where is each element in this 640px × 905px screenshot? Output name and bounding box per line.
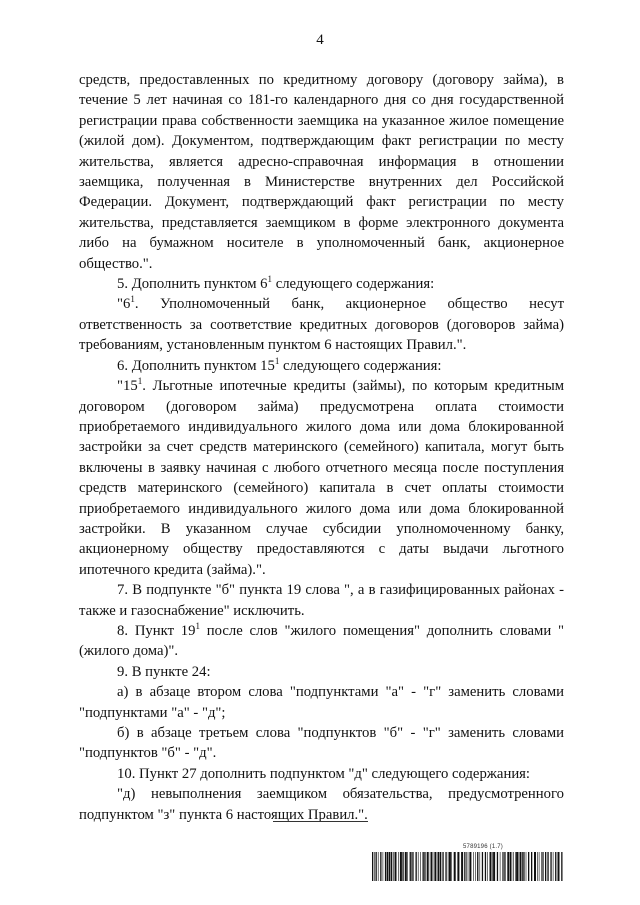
paragraph-item-8: 8. Пункт $19^1$ после слов "жилого помещения" дополнить словами "(жилого дома)". <box>79 620 564 660</box>
paragraph-item-9: 9. В пункте 24: <box>117 663 211 680</box>
barcode-image <box>372 852 563 881</box>
page-number: 4 <box>316 32 324 48</box>
paragraph-quote-15-1: "$15^1$. Льготные ипотечные кредиты (займы), по которым кредитным договором (договором займа) предусмотрена оплата стоимости приобретаемого индивидуального жилого дома или дома блокированной застройки за счет средств материнского (семейного) капитала, могут быть включены в заявку начиная с любого отчетного месяца после поступления средств материнского (семейного) капитала в счет оплаты стоимости приобретаемого индивидуального жилого дома или дома блокированной застройки. В указанном случае субсидии уполномоченному банку, акционерному обществу предоставляются с даты выдачи льготного ипотечного кредита (займа).". <box>79 376 564 578</box>
paragraph-item-7: 7. В подпункте "б" пункта 19 слова ", а в газифицированных районах - также и газоснабжение" исключить. <box>79 582 564 619</box>
paragraph-item-9b: б) в абзаце третьем слова "подпунктов "б" - "г" заменить словами "подпунктов "б" - "д". <box>79 725 564 762</box>
barcode-label: 5789196 (1.7) <box>463 844 503 850</box>
footnote-separator <box>273 821 368 822</box>
paragraph-item-10d: "д) невыполнения заемщиком обязательства, предусмотренного подпунктом "з" пункта 6 настоящих Правил.". <box>79 786 564 823</box>
paragraph-continuation: средств, предоставленных по кредитному договору (договору займа), в течение 5 лет начиная со 181-го календарного дня со дня государственной регистрации права собственности заемщика на указанное жилое помещение (жилой дом). Документом, подтверждающим факт регистрации по месту жительства, является адресно-справочная информация в отношении заемщика, полученная в Министерстве внутренних дел Российской Федерации. Документ, подтверждающий факт регистрации по месту жительства, представляется заемщиком в форме электронного документа либо на бумажном носителе в уполномоченный банк, акционерное общество.". <box>79 72 564 272</box>
paragraph-item-10: 10. Пункт 27 дополнить подпунктом "д" следующего содержания: <box>117 765 531 782</box>
paragraph-item-9a: а) в абзаце втором слова "подпунктами "а" - "г" заменить словами "подпунктами "а" - "д"; <box>79 684 564 721</box>
document-body <box>79 70 564 825</box>
paragraph-item-6: 6. Дополнить пунктом $15^1$ следующего содержания: <box>117 355 442 374</box>
paragraph-item-5: 5. Дополнить пунктом $6^1$ следующего содержания: <box>117 274 435 293</box>
paragraph-quote-6-1: "$6^1$. Уполномоченный банк, акционерное общество несут ответственность за соответствие кредитных договоров (договоров займа) требованиям, установленным пунктом 6 настоящих Правил.". <box>79 294 564 354</box>
